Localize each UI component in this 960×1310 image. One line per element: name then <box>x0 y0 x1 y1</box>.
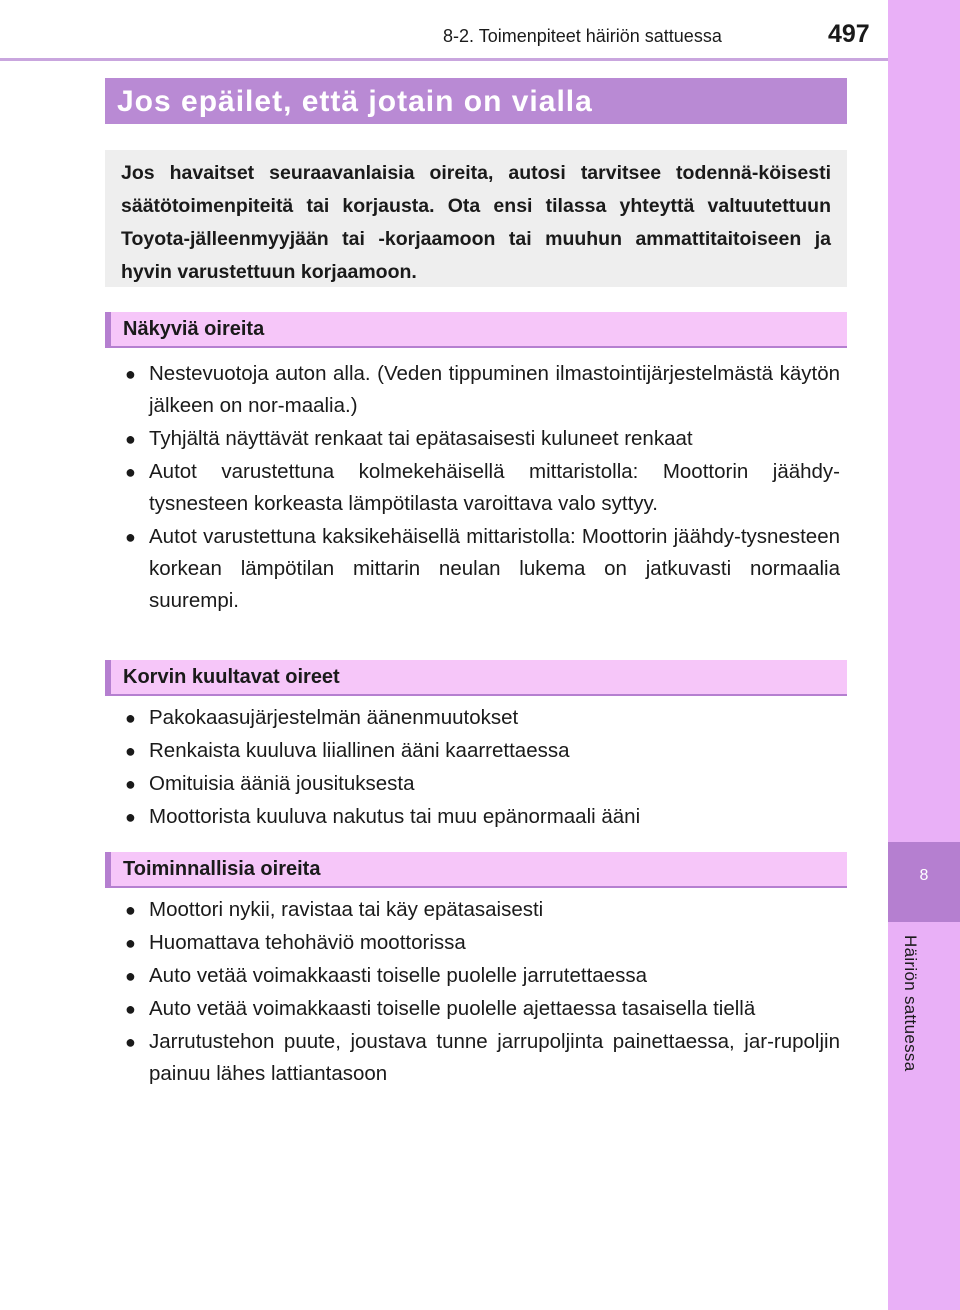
bullet-icon: ● <box>125 933 136 953</box>
list-item <box>124 521 840 617</box>
chapter-number: 8 <box>919 867 929 884</box>
list-item <box>124 1026 840 1090</box>
list-item <box>124 702 840 734</box>
list-item-text: Omituisia ääniä jousituksesta <box>149 772 415 795</box>
subheading-visible-symptoms <box>105 312 847 348</box>
list-item-text: Pakokaasujärjestelmän äänenmuutokset <box>149 706 519 729</box>
bullet-icon: ● <box>125 1032 136 1052</box>
list-item <box>124 927 840 959</box>
list-item <box>124 358 840 422</box>
list-item-text: Auto vetää voimakkaasti toiselle puolelle ajettaessa tasaisella tiellä <box>149 997 756 1020</box>
bullet-icon: ● <box>125 774 136 794</box>
list-item-text: Renkaista kuuluva liiallinen ääni kaarrettaessa <box>149 739 570 762</box>
audible-symptoms-list <box>124 702 840 834</box>
list-item-text: Moottori nykii, ravistaa tai käy epätasaisesti <box>149 898 544 921</box>
bullet-icon: ● <box>125 966 136 986</box>
bullet-icon: ● <box>125 527 136 547</box>
list-item-text: Nestevuotoja auton alla. (Veden tippuminen ilmastointijärjestelmästä käytön jälkeen on nor-maalia.) <box>149 362 840 417</box>
section-banner <box>105 78 847 124</box>
list-item-text: Auto vetää voimakkaasti toiselle puolelle jarrutettaessa <box>149 964 647 987</box>
bullet-icon: ● <box>125 741 136 761</box>
functional-symptoms-list <box>124 894 840 1091</box>
subheading-label: Toiminnallisia oireita <box>123 858 321 880</box>
list-item <box>124 960 840 992</box>
bullet-icon: ● <box>125 462 136 482</box>
bullet-icon: ● <box>125 708 136 728</box>
list-item-text: Tyhjältä näyttävät renkaat tai epätasaisesti kuluneet renkaat <box>149 427 693 450</box>
page-number: 497 <box>828 20 870 48</box>
list-item <box>124 993 840 1025</box>
intro-box <box>105 150 847 287</box>
list-item <box>124 801 840 833</box>
chapter-side-tab <box>888 0 960 1310</box>
bullet-icon: ● <box>125 429 136 449</box>
subheading-label: Näkyviä oireita <box>123 318 265 340</box>
list-item <box>124 456 840 520</box>
list-item-text: Moottorista kuuluva nakutus tai muu epänormaali ääni <box>149 805 641 828</box>
list-item <box>124 423 840 455</box>
chapter-title: Häiriön sattuessa <box>901 935 920 1072</box>
running-header: 8-2. Toimenpiteet häiriön sattuessa <box>443 26 722 46</box>
list-item <box>124 768 840 800</box>
list-item <box>124 894 840 926</box>
list-item-text: Autot varustettuna kolmekehäisellä mittaristolla: Moottorin jäähdy-tysnesteen korkeasta lämpötilasta varoittava valo syttyy. <box>149 460 840 515</box>
bullet-icon: ● <box>125 900 136 920</box>
visible-symptoms-list <box>124 358 840 618</box>
subheading-label: Korvin kuultavat oireet <box>123 666 340 688</box>
subheading-audible-symptoms <box>105 660 847 696</box>
intro-text: Jos havaitset seuraavanlaisia oireita, autosi tarvitsee todennä-köisesti säätötoimenpiteitä tai korjausta. Ota ensi tilassa yhteyttä valtuutettuun Toyota-jälleenmyyjään tai -korjaamoon tai muuhun ammattitaitoiseen ja hyvin varustettuun korjaamoon. <box>121 162 831 283</box>
bullet-icon: ● <box>125 807 136 827</box>
bullet-icon: ● <box>125 364 136 384</box>
bullet-icon: ● <box>125 999 136 1019</box>
list-item-text: Autot varustettuna kaksikehäisellä mittaristolla: Moottorin jäähdy-tysnesteen korkean lämpötilan mittarin neulan lukema on jatkuvasti normaalia suurempi. <box>149 525 840 612</box>
list-item-text: Huomattava tehohäviö moottorissa <box>149 931 466 954</box>
section-title: Jos epäilet, että jotain on vialla <box>117 85 593 118</box>
subheading-functional-symptoms <box>105 852 847 888</box>
list-item <box>124 735 840 767</box>
header-divider <box>0 58 888 61</box>
list-item-text: Jarrutustehon puute, joustava tunne jarrupoljinta painettaessa, jar-rupoljin painuu lähes lattiantasoon <box>149 1030 840 1085</box>
